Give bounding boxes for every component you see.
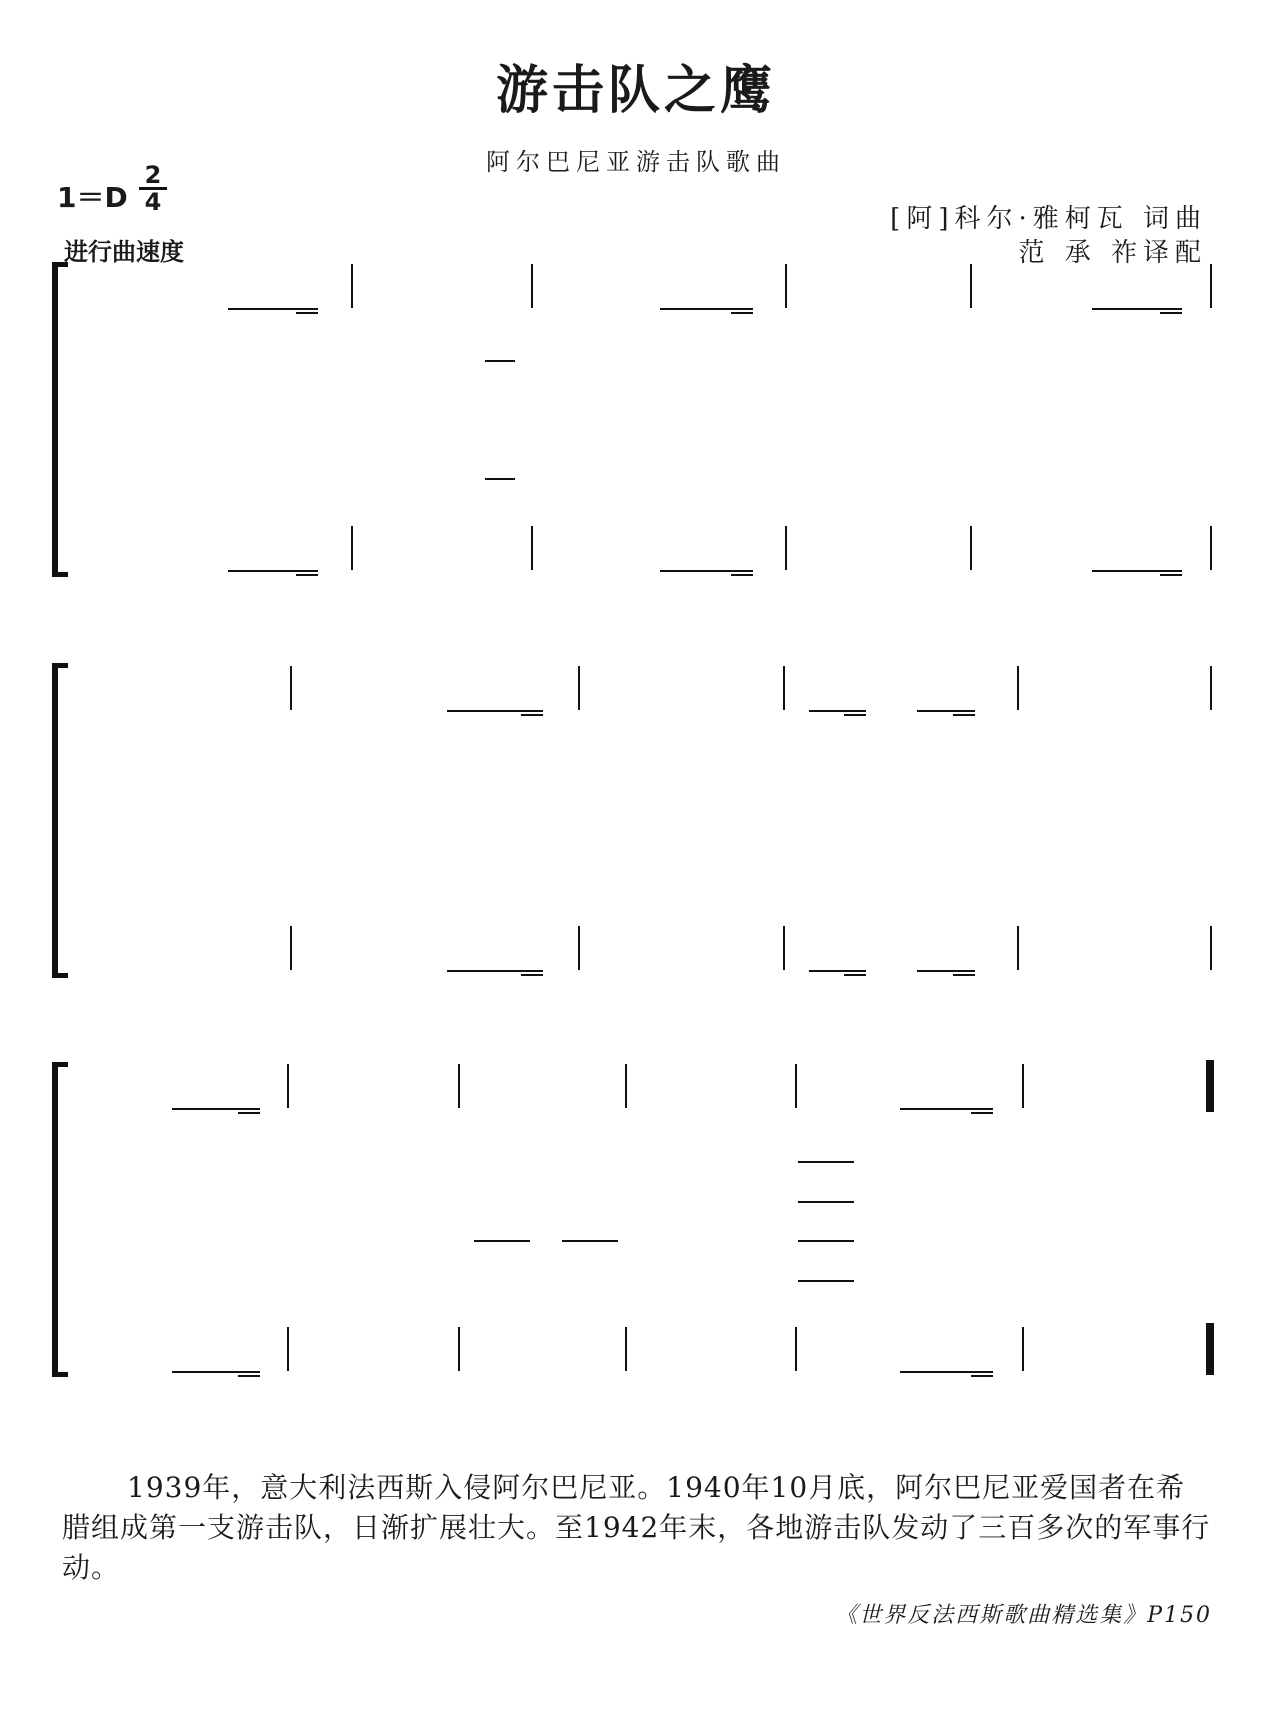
- lower-beam: [521, 974, 543, 976]
- lower-beam: [1160, 574, 1182, 576]
- lower-barline: [785, 526, 787, 570]
- upper-beam: [731, 312, 753, 314]
- time-numerator: 2: [144, 161, 162, 189]
- lower-barline: [290, 926, 292, 970]
- lower-beam: [953, 974, 975, 976]
- final-barline: [1206, 1323, 1214, 1375]
- lower-beam: [917, 970, 975, 972]
- lower-beam: [900, 1371, 993, 1373]
- upper-barline: [1022, 1064, 1024, 1108]
- upper-beam: [971, 1112, 993, 1114]
- upper-barline: [578, 666, 580, 710]
- lower-beam: [844, 974, 866, 976]
- upper-barline: [290, 666, 292, 710]
- upper-barline: [458, 1064, 460, 1108]
- lyrics-music-credit: [阿]科尔·雅柯瓦 词曲: [890, 204, 1207, 234]
- lyric-slur: [485, 360, 515, 362]
- upper-barline: [531, 264, 533, 308]
- lower-beam: [172, 1371, 260, 1373]
- lower-barline: [458, 1327, 460, 1371]
- lower-beam: [296, 574, 318, 576]
- upper-barline: [625, 1064, 627, 1108]
- upper-beam: [953, 714, 975, 716]
- lower-beam: [731, 574, 753, 576]
- lower-barline: [1017, 926, 1019, 970]
- end-barline: [1210, 926, 1212, 970]
- lower-barline: [578, 926, 580, 970]
- time-denominator: 4: [139, 187, 167, 214]
- upper-beam: [1092, 308, 1182, 310]
- lower-beam: [809, 970, 866, 972]
- upper-barline: [783, 666, 785, 710]
- system-brace: [52, 663, 66, 978]
- lower-barline: [287, 1327, 289, 1371]
- lyric-slur: [474, 1240, 530, 1242]
- upper-beam: [900, 1108, 993, 1110]
- historical-note: 1939年，意大利法西斯入侵阿尔巴尼亚。1940年10月底，阿尔巴尼亚爱国者在希腊组成第一支游击队，日渐扩展壮大。至1942年末，各地游击队发动了三百多次的军事行动。: [62, 1471, 1211, 1584]
- upper-barline: [287, 1064, 289, 1108]
- time-signature: [139, 163, 167, 214]
- upper-beam: [238, 1112, 260, 1114]
- lower-barline: [970, 526, 972, 570]
- lower-barline: [795, 1327, 797, 1371]
- lower-beam: [660, 570, 753, 572]
- lower-barline: [351, 526, 353, 570]
- lower-barline: [783, 926, 785, 970]
- lower-beam: [1092, 570, 1182, 572]
- upper-barline: [351, 264, 353, 308]
- lyric-slur: [485, 478, 515, 480]
- lyric-slur: [798, 1201, 854, 1203]
- lyric-slur: [798, 1161, 854, 1163]
- upper-beam: [844, 714, 866, 716]
- upper-beam: [660, 308, 753, 310]
- lyric-slur: [798, 1240, 854, 1242]
- end-barline: [1210, 264, 1212, 308]
- upper-beam: [447, 710, 543, 712]
- upper-beam: [917, 710, 975, 712]
- song-subtitle: 阿尔巴尼亚游击队歌曲: [486, 148, 786, 176]
- system-brace: [52, 1062, 66, 1377]
- lyric-slur: [798, 1280, 854, 1282]
- source-citation: 《世界反法西斯歌曲精选集》P150: [835, 1603, 1212, 1628]
- lower-barline: [1022, 1327, 1024, 1371]
- lower-beam: [228, 570, 318, 572]
- upper-barline: [970, 264, 972, 308]
- upper-barline: [795, 1064, 797, 1108]
- upper-barline: [785, 264, 787, 308]
- upper-beam: [228, 308, 318, 310]
- translator-credit: 范 承 祚译配: [1018, 238, 1207, 268]
- upper-beam: [1160, 312, 1182, 314]
- lower-barline: [625, 1327, 627, 1371]
- song-title: 游击队之鹰: [495, 60, 776, 121]
- upper-beam: [521, 714, 543, 716]
- key-signature: 1＝D: [57, 181, 128, 214]
- lower-beam: [447, 970, 543, 972]
- upper-beam: [809, 710, 866, 712]
- upper-beam: [296, 312, 318, 314]
- lower-beam: [238, 1375, 260, 1377]
- end-barline: [1210, 666, 1212, 710]
- lower-barline: [531, 526, 533, 570]
- final-barline: [1206, 1060, 1214, 1112]
- tempo-marking: 进行曲速度: [64, 238, 184, 266]
- lyric-slur: [562, 1240, 618, 1242]
- upper-barline: [1017, 666, 1019, 710]
- lower-beam: [971, 1375, 993, 1377]
- upper-beam: [172, 1108, 260, 1110]
- end-barline: [1210, 526, 1212, 570]
- system-brace: [52, 262, 66, 577]
